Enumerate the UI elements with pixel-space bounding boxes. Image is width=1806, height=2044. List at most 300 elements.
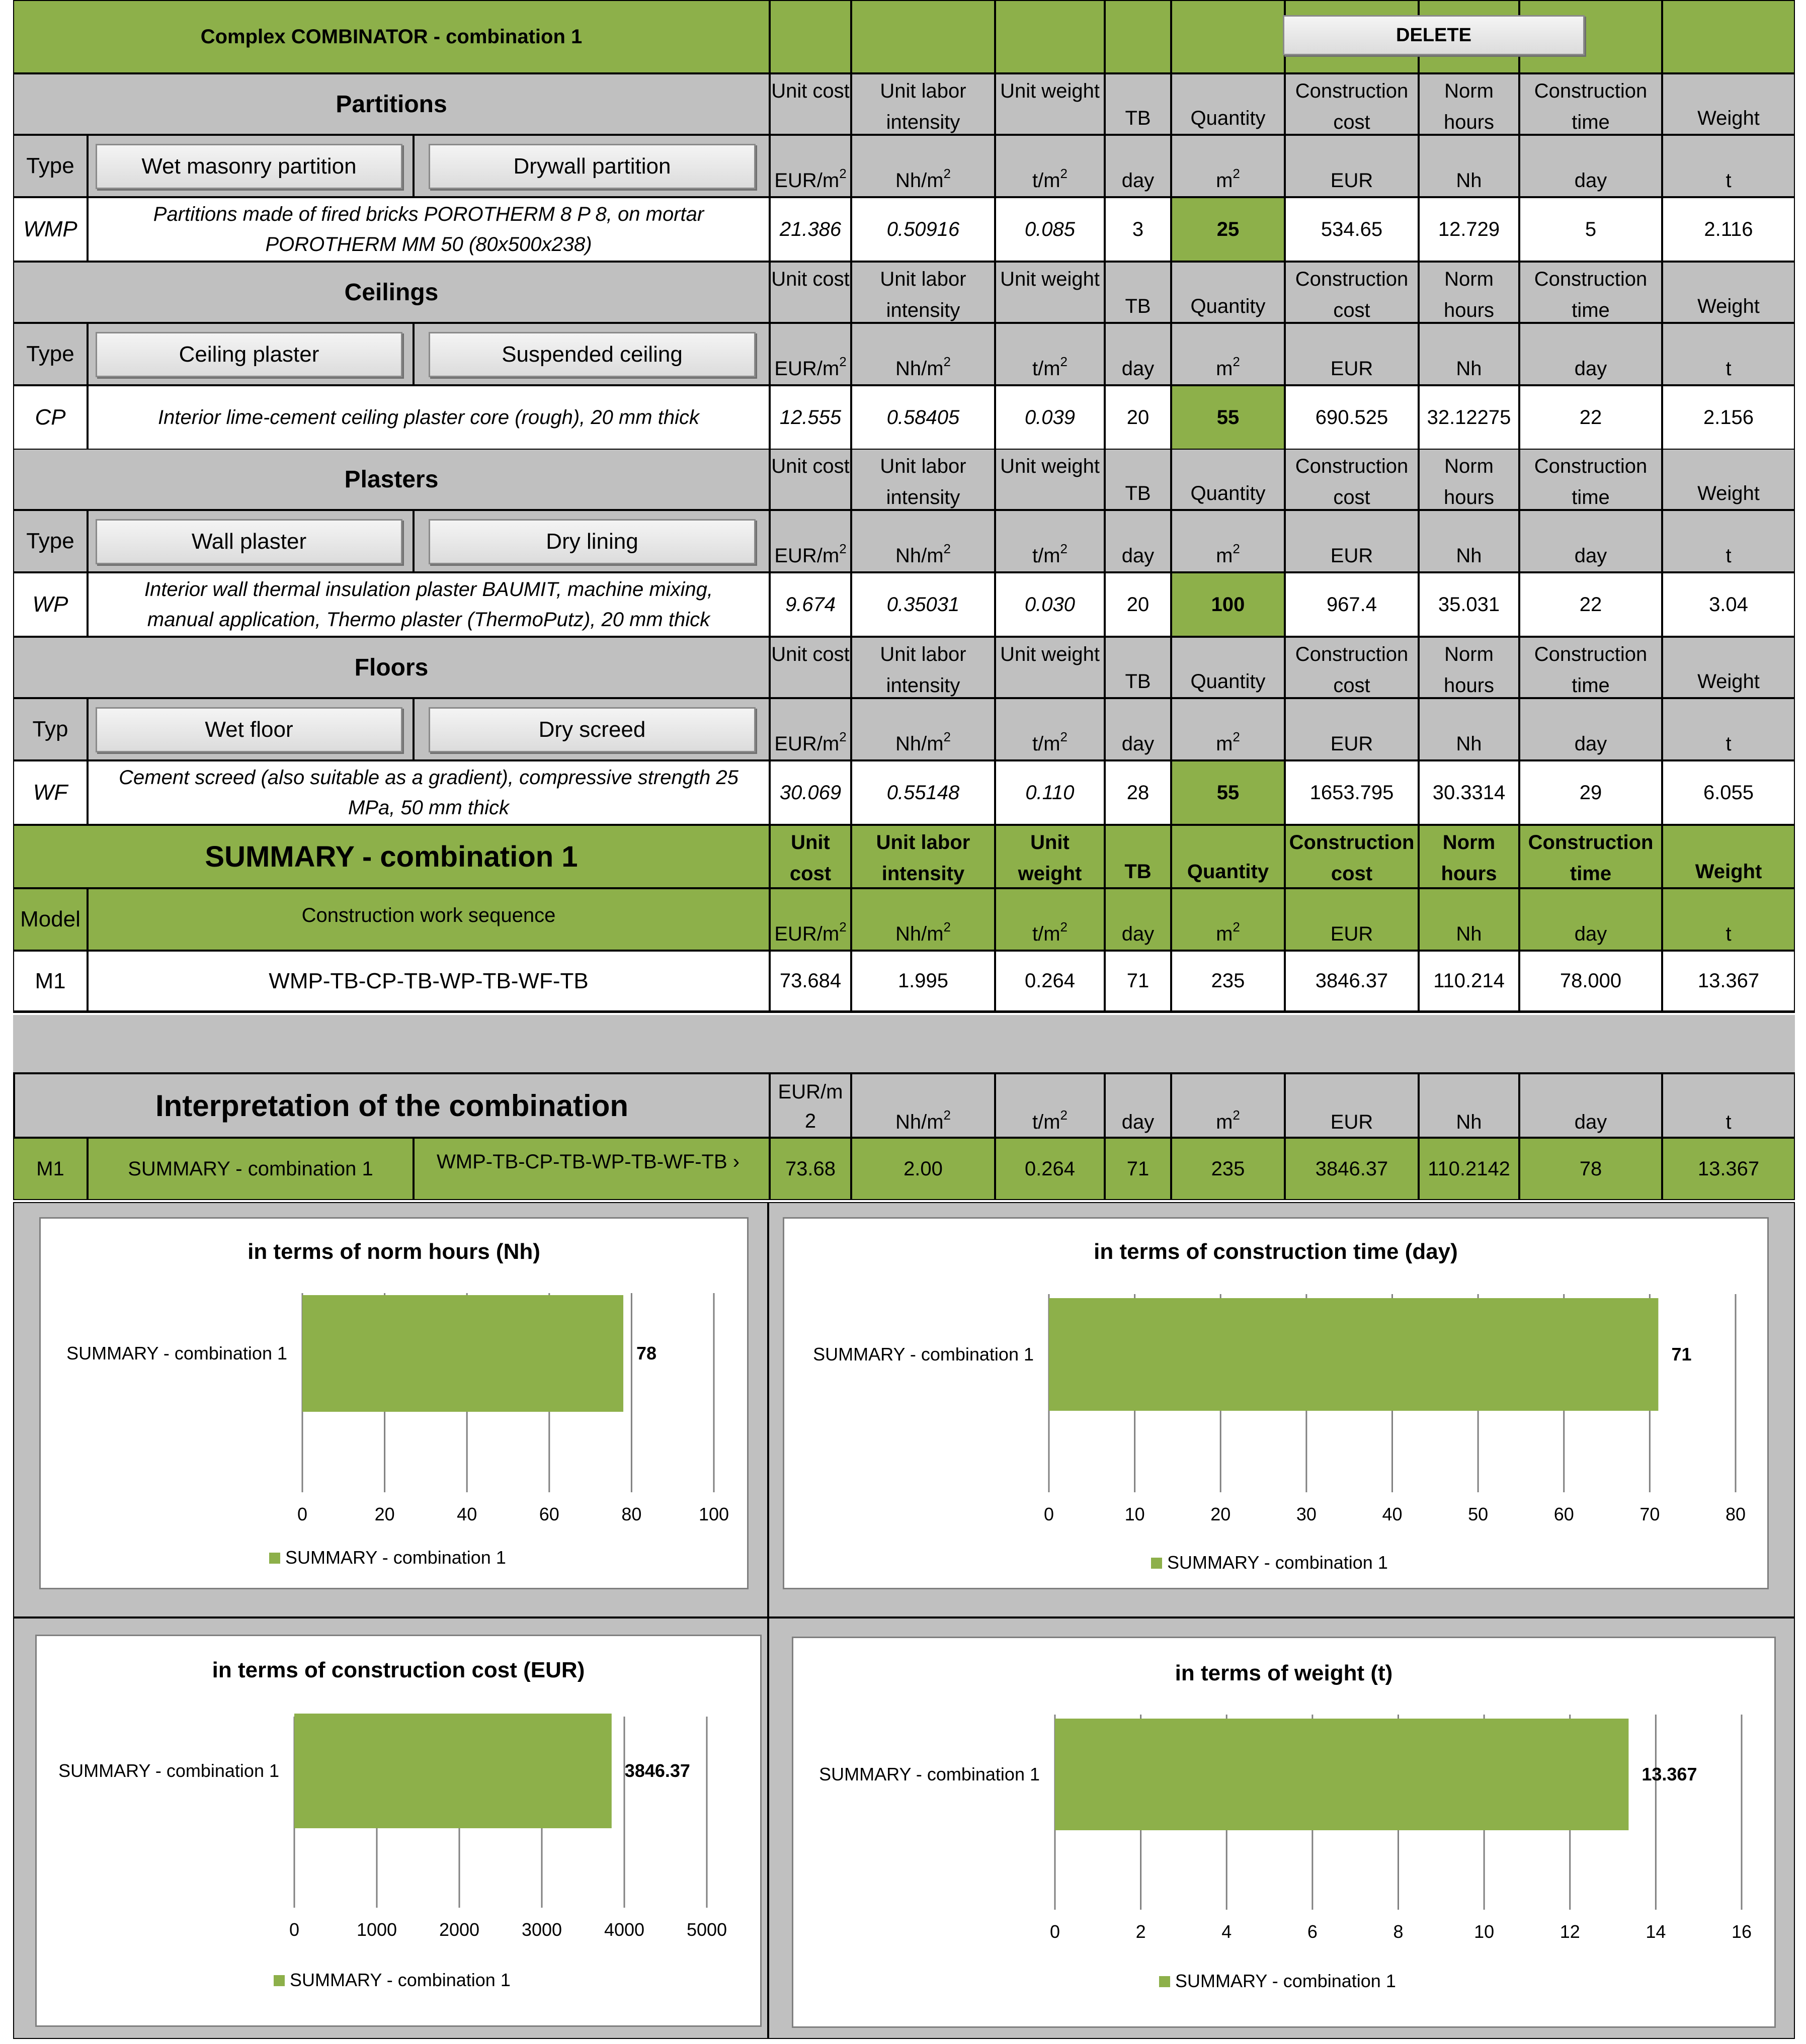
unit-label: Nh: [1456, 1111, 1482, 1133]
value-text: 0.085: [1024, 218, 1076, 240]
value-text: 0.039: [1024, 406, 1076, 429]
col-header-text: Quantity: [1187, 861, 1269, 883]
interp-name: [88, 1138, 414, 1200]
value-unit_weight: [995, 572, 1105, 637]
value-unit_labor: [851, 385, 995, 450]
floors-option-2-button[interactable]: Dry screed: [429, 707, 756, 752]
unit-label: day: [1121, 923, 1155, 945]
tick-label: 4: [1221, 1921, 1232, 1942]
summary-unit-unit_labor: [851, 888, 995, 951]
col-header-unit_cost: [770, 73, 851, 135]
type-label-text: Typ: [32, 717, 68, 741]
col-header-text: Construction cost: [1295, 643, 1409, 697]
unit-text: [1726, 545, 1731, 567]
unit-unit_cost: [770, 510, 851, 572]
unit-unit_labor: [851, 323, 995, 385]
unit-weight: [1662, 698, 1795, 760]
unit-text: [1032, 166, 1068, 192]
col-header-text: TB: [1125, 482, 1151, 504]
unit-label: t/m: [1032, 733, 1060, 755]
superscript: 2: [1060, 729, 1068, 744]
col-header-construction_cost: [1285, 637, 1419, 698]
interp-value-norm_hours: [1419, 1138, 1519, 1200]
col-header-construction_cost: [1285, 449, 1419, 510]
unit-weight: [1662, 510, 1795, 572]
header-empty-cell: [995, 0, 1105, 73]
superscript: 2: [1233, 1108, 1240, 1123]
interp-unit-unit_labor: [851, 1072, 995, 1138]
unit-label: t: [1726, 733, 1732, 755]
unit-text: [774, 166, 847, 192]
value-text: 2.00: [904, 1157, 943, 1180]
col-header-text: Quantity: [1190, 482, 1266, 504]
value-quantity[interactable]: [1171, 197, 1285, 262]
unit-label: t/m: [1032, 358, 1060, 380]
value-quantity[interactable]: [1171, 760, 1285, 825]
unit-construction_time: [1519, 510, 1662, 572]
item-description: [88, 197, 770, 262]
value-construction_cost: [1285, 572, 1419, 637]
unit-text: [1122, 545, 1155, 567]
unit-text: [1216, 354, 1240, 380]
unit-text: [1122, 169, 1155, 192]
superscript: 2: [1060, 354, 1068, 369]
chart-bar: [1055, 1719, 1628, 1830]
unit-weight: [1662, 323, 1795, 385]
unit-label: m: [1216, 1111, 1233, 1133]
value-norm_hours: [1419, 197, 1519, 262]
unit-quantity: [1171, 135, 1285, 197]
superscript: 2: [943, 541, 951, 556]
unit-quantity: [1171, 323, 1285, 385]
unit-text: [774, 919, 847, 946]
value-text: 55: [1216, 781, 1240, 804]
unit-text: [1726, 169, 1731, 192]
interp-value-construction_time: [1519, 1138, 1662, 1200]
value-text: 78: [1579, 1157, 1602, 1180]
value-quantity[interactable]: [1171, 572, 1285, 637]
col-header-tb: [1105, 262, 1171, 323]
unit-text: [1456, 733, 1482, 755]
plasters-option-2-button[interactable]: Dry lining: [429, 519, 756, 564]
unit-unit_labor: [851, 510, 995, 572]
unit-label: EUR/m: [774, 923, 840, 945]
unit-label: EUR/m: [774, 358, 840, 380]
combinator-title-text: Complex COMBINATOR - combination 1: [200, 25, 583, 48]
unit-label: EUR: [1330, 358, 1373, 380]
section-title-text: Plasters: [344, 466, 439, 493]
unit-label: EUR: [1330, 169, 1373, 192]
value-unit_weight: [995, 197, 1105, 262]
interp-unit-quantity: [1171, 1072, 1285, 1138]
interp-value-construction_cost: [1285, 1138, 1419, 1200]
unit-label: day: [1121, 169, 1155, 192]
unit-label: day: [1574, 1111, 1607, 1133]
col-header-text: Norm hours: [1443, 455, 1495, 508]
superscript: 2: [1060, 1108, 1068, 1123]
value-text: 21.386: [779, 218, 842, 240]
tick-label: 80: [1725, 1504, 1746, 1524]
unit-text: [1726, 358, 1731, 380]
item-description: [88, 572, 770, 637]
summary-value-construction_time: [1519, 951, 1662, 1013]
superscript: 2: [839, 354, 847, 369]
interp-model-text: M1: [36, 1157, 64, 1180]
summary-col-header-construction_cost: [1285, 825, 1419, 888]
superscript: 2: [1233, 541, 1240, 556]
unit-text: [1032, 729, 1068, 755]
unit-label: t: [1726, 169, 1732, 192]
superscript: 2: [1060, 166, 1068, 181]
unit-label: t/m: [1032, 1111, 1060, 1133]
chart-weight: [792, 1637, 1776, 2028]
unit-unit_weight: [995, 510, 1105, 572]
summary-title-text: SUMMARY - combination 1: [205, 840, 578, 873]
value-norm_hours: [1419, 385, 1519, 450]
tick-label: 4000: [604, 1919, 645, 1940]
value-weight: [1662, 197, 1795, 262]
chart-svg: [37, 1636, 760, 2025]
section-title-text: Floors: [354, 654, 429, 681]
col-header-construction_time: [1519, 449, 1662, 510]
summary-unit-tb: [1105, 888, 1171, 951]
tick-label: 16: [1731, 1921, 1752, 1942]
model-label: [13, 888, 88, 951]
col-header-unit_labor: [851, 73, 995, 135]
unit-label: EUR: [1330, 733, 1373, 755]
col-header-tb: [1105, 637, 1171, 698]
value-text: 3: [1132, 218, 1144, 240]
summary-col-header-tb: [1105, 825, 1171, 888]
value-text: 35.031: [1438, 593, 1500, 616]
unit-label: Nh/m: [895, 733, 944, 755]
unit-text: [774, 354, 847, 380]
summary-col-header-weight: [1662, 825, 1795, 888]
col-header-text: Weight: [1697, 670, 1760, 693]
value-text: 235: [1211, 970, 1245, 992]
value-quantity[interactable]: [1171, 385, 1285, 450]
summary-unit-construction_time: [1519, 888, 1662, 951]
unit-text: [1331, 545, 1373, 567]
col-header-text: Weight: [1697, 482, 1760, 504]
unit-label: Nh: [1456, 545, 1482, 567]
type-label-text: Type: [26, 342, 74, 366]
unit-text: [1575, 545, 1607, 567]
tick-label: 1000: [356, 1919, 397, 1940]
tick-label: 5000: [686, 1919, 727, 1940]
chart-svg: [793, 1638, 1774, 2026]
legend-label: SUMMARY - combination 1: [285, 1547, 506, 1568]
value-text: 0.35031: [886, 593, 960, 616]
col-header-text: Construction time: [1528, 831, 1654, 885]
col-header-unit_weight: [995, 262, 1105, 323]
unit-label: day: [1121, 545, 1155, 567]
interp-value-quantity: [1171, 1138, 1285, 1200]
unit-text: [895, 729, 951, 755]
value-text: 25: [1216, 218, 1240, 240]
unit-unit_cost: [770, 135, 851, 197]
superscript: 2: [943, 166, 951, 181]
col-header-text: Unit weight: [1000, 643, 1100, 665]
unit-text: [1456, 1111, 1482, 1134]
item-description-text: Interior lime-cement ceiling plaster core (rough), 20 mm thick: [158, 406, 699, 429]
col-header-text: Construction cost: [1289, 831, 1415, 885]
value-text: 28: [1126, 781, 1150, 804]
col-header-text: Quantity: [1190, 107, 1266, 129]
interp-sequence-text: WMP-TB-CP-TB-WP-TB-WF-TB: [437, 1151, 727, 1173]
value-norm_hours: [1419, 572, 1519, 637]
item-description: [88, 760, 770, 825]
value-text: 690.525: [1315, 406, 1388, 429]
value-text: 6.055: [1703, 781, 1754, 804]
value-text: 0.264: [1024, 1157, 1076, 1180]
unit-label: day: [1121, 1111, 1155, 1133]
legend-label: SUMMARY - combination 1: [290, 1970, 511, 1990]
interp-value-unit_labor: [851, 1138, 995, 1200]
col-header-text: Unit labor intensity: [876, 831, 970, 885]
unit-construction_time: [1519, 323, 1662, 385]
summary-model-text: M1: [35, 968, 66, 993]
section-title-ceilings: [13, 262, 770, 323]
col-header-text: Weight: [1695, 861, 1762, 883]
value-construction_time: [1519, 197, 1662, 262]
type-label-text: Type: [26, 153, 74, 178]
summary-col-header-norm_hours: [1419, 825, 1519, 888]
item-code: [13, 760, 88, 825]
data-label: 3846.37: [624, 1760, 690, 1781]
unit-unit_weight: [995, 323, 1105, 385]
col-header-text: Unit cost: [771, 80, 850, 102]
unit-text: [1216, 541, 1240, 567]
summary-title: [13, 825, 770, 888]
col-header-text: Unit weight: [1000, 268, 1100, 290]
partitions-option-1-button[interactable]: Wet masonry partition: [96, 144, 402, 189]
value-text: 13.367: [1697, 970, 1760, 992]
unit-text: [1331, 169, 1373, 192]
unit-label: Nh: [1456, 169, 1482, 192]
unit-text: [1575, 358, 1607, 380]
value-text: 0.264: [1024, 970, 1076, 992]
unit-label: t/m: [1032, 169, 1060, 192]
unit-construction_time: [1519, 135, 1662, 197]
value-text: 534.65: [1321, 218, 1383, 240]
value-text: 1653.795: [1309, 781, 1394, 804]
col-header-norm_hours: [1419, 449, 1519, 510]
col-header-construction_time: [1519, 637, 1662, 698]
interp-unit-weight: [1662, 1072, 1795, 1138]
chart-norm-hours: [39, 1217, 749, 1589]
tick-label: 3000: [521, 1919, 562, 1940]
unit-weight: [1662, 135, 1795, 197]
delete-button[interactable]: DELETE: [1283, 15, 1585, 55]
col-header-text: Unit cost: [771, 268, 850, 290]
value-text: 71: [1126, 970, 1150, 992]
col-header-text: Unit labor intensity: [880, 643, 966, 697]
category-label: SUMMARY - combination 1: [819, 1764, 1040, 1784]
item-code-text: CP: [35, 405, 66, 430]
section-title-text: Ceilings: [344, 279, 439, 306]
col-header-text: Construction cost: [1295, 80, 1409, 133]
tick-label: 20: [1210, 1504, 1231, 1524]
summary-col-header-unit_labor: [851, 825, 995, 888]
summary-value-unit_labor: [851, 951, 995, 1013]
value-text: 30.3314: [1432, 781, 1506, 804]
value-text: 235: [1211, 1157, 1245, 1180]
col-header-text: Unit labor intensity: [880, 268, 966, 321]
section-title-floors: [13, 637, 770, 698]
value-text: 9.674: [785, 593, 836, 616]
type-label-text: Type: [26, 529, 74, 553]
value-weight: [1662, 572, 1795, 637]
superscript: 2: [839, 541, 847, 556]
value-unit_labor: [851, 197, 995, 262]
unit-label: Nh/m: [895, 923, 944, 945]
unit-label: m: [1216, 923, 1233, 945]
tick-label: 10: [1124, 1504, 1145, 1524]
unit-text: [895, 166, 951, 192]
unit-tb: [1105, 135, 1171, 197]
unit-text: [1032, 541, 1068, 567]
unit-text: [1726, 1111, 1731, 1134]
superscript: 2: [943, 1108, 951, 1123]
unit-label: Nh/m: [895, 358, 944, 380]
summary-value-norm_hours: [1419, 951, 1519, 1013]
value-construction_time: [1519, 385, 1662, 450]
value-unit_labor: [851, 760, 995, 825]
unit-norm_hours: [1419, 510, 1519, 572]
unit-label: EUR/m: [774, 545, 840, 567]
summary-col-header-construction_time: [1519, 825, 1662, 888]
summary-value-quantity: [1171, 951, 1285, 1013]
tick-label: 10: [1474, 1921, 1495, 1942]
unit-text: [1456, 169, 1482, 192]
unit-unit_weight: [995, 698, 1105, 760]
combinator-title: [13, 0, 770, 73]
section-title-plasters: [13, 449, 770, 510]
col-header-text: Unit weight: [1000, 455, 1100, 477]
unit-label: Nh/m: [895, 1111, 944, 1133]
tick-label: 50: [1468, 1504, 1489, 1524]
value-text: 110.2142: [1428, 1157, 1510, 1180]
value-text: 0.50916: [886, 218, 960, 240]
col-header-construction_time: [1519, 262, 1662, 323]
value-weight: [1662, 385, 1795, 450]
unit-text: [895, 354, 951, 380]
unit-construction_cost: [1285, 698, 1419, 760]
tick-label: 8: [1393, 1921, 1404, 1942]
unit-text: [1331, 1111, 1373, 1134]
value-unit_weight: [995, 385, 1105, 450]
header-empty-cell: [1171, 0, 1285, 73]
unit-text: [1122, 1111, 1155, 1134]
tick-label: 40: [457, 1504, 477, 1524]
col-header-weight: [1662, 73, 1795, 135]
value-weight: [1662, 760, 1795, 825]
tick-label: 0: [289, 1919, 300, 1940]
value-unit_labor: [851, 572, 995, 637]
unit-text: [1216, 1108, 1240, 1134]
value-text: 55: [1216, 406, 1240, 429]
value-text: 73.68: [785, 1157, 836, 1180]
item-description: [88, 385, 770, 450]
unit-label: day: [1121, 358, 1155, 380]
col-header-quantity: [1171, 637, 1285, 698]
col-header-construction_cost: [1285, 262, 1419, 323]
unit-text: [1726, 733, 1731, 755]
unit-label: EUR: [1330, 1111, 1373, 1133]
col-header-text: Construction time: [1534, 455, 1648, 508]
interp-value-unit_weight: [995, 1138, 1105, 1200]
unit-label: day: [1574, 169, 1607, 192]
unit-norm_hours: [1419, 698, 1519, 760]
partitions-option-2-button[interactable]: Drywall partition: [429, 144, 756, 189]
interp-unit-construction_cost: [1285, 1072, 1419, 1138]
ceilings-option-2-button[interactable]: Suspended ceiling: [429, 332, 756, 377]
interp-sequence: WMP-TB-CP-TB-WP-TB-WF-TB ›: [414, 1138, 770, 1200]
value-unit_cost: [770, 572, 851, 637]
item-description-text: Interior wall thermal insulation plaster BAUMIT, machine mixing, manual application, Thermo plaster (ThermoPutz), 20 mm thick: [144, 578, 713, 631]
value-construction_cost: [1285, 385, 1419, 450]
category-label: SUMMARY - combination 1: [813, 1344, 1034, 1365]
superscript: 2: [839, 729, 847, 744]
chart-bar: [1049, 1298, 1658, 1411]
col-header-text: Quantity: [1190, 295, 1266, 317]
value-text: 0.110: [1025, 781, 1075, 804]
col-header-text: Quantity: [1190, 670, 1266, 693]
floors-option-1-button[interactable]: Wet floor: [96, 707, 402, 752]
header-empty-cell: [1105, 0, 1171, 73]
unit-label: day: [1121, 733, 1155, 755]
plasters-option-1-button[interactable]: Wall plaster: [96, 519, 402, 564]
tick-label: 40: [1382, 1504, 1403, 1524]
unit-construction_cost: [1285, 135, 1419, 197]
type-label: [13, 510, 88, 572]
value-text: 0.030: [1024, 593, 1076, 616]
unit-label: day: [1574, 545, 1607, 567]
col-header-text: Unit labor intensity: [880, 455, 966, 508]
col-header-tb: [1105, 73, 1171, 135]
col-header-unit_weight: [995, 73, 1105, 135]
chart-title: in terms of construction time (day): [1094, 1239, 1458, 1264]
section-title-text: Partitions: [336, 91, 447, 118]
col-header-text: Construction time: [1534, 643, 1648, 697]
col-header-text: Unit cost: [771, 643, 850, 665]
unit-text: [1575, 169, 1607, 192]
unit-text: [1122, 733, 1155, 755]
unit-tb: [1105, 323, 1171, 385]
chart-bar: [302, 1295, 623, 1412]
legend-swatch: [1159, 1976, 1170, 1987]
data-label: 13.367: [1641, 1764, 1697, 1784]
tick-label: 60: [539, 1504, 559, 1524]
col-header-text: Norm hours: [1443, 80, 1495, 133]
category-label: SUMMARY - combination 1: [58, 1760, 279, 1781]
unit-label: t: [1726, 923, 1732, 945]
summary-value-construction_cost: [1285, 951, 1419, 1013]
col-header-norm_hours: [1419, 73, 1519, 135]
summary-value-unit_weight: [995, 951, 1105, 1013]
superscript: 2: [943, 354, 951, 369]
summary-col-header-quantity: [1171, 825, 1285, 888]
item-code-text: WMP: [23, 217, 77, 241]
value-text: 3846.37: [1315, 1157, 1388, 1180]
tick-label: 80: [621, 1504, 642, 1524]
value-text: 20: [1126, 593, 1150, 616]
chart-svg: [41, 1219, 747, 1588]
col-header-weight: [1662, 637, 1795, 698]
value-text: 967.4: [1326, 593, 1377, 616]
ceilings-option-1-button[interactable]: Ceiling plaster: [96, 332, 402, 377]
